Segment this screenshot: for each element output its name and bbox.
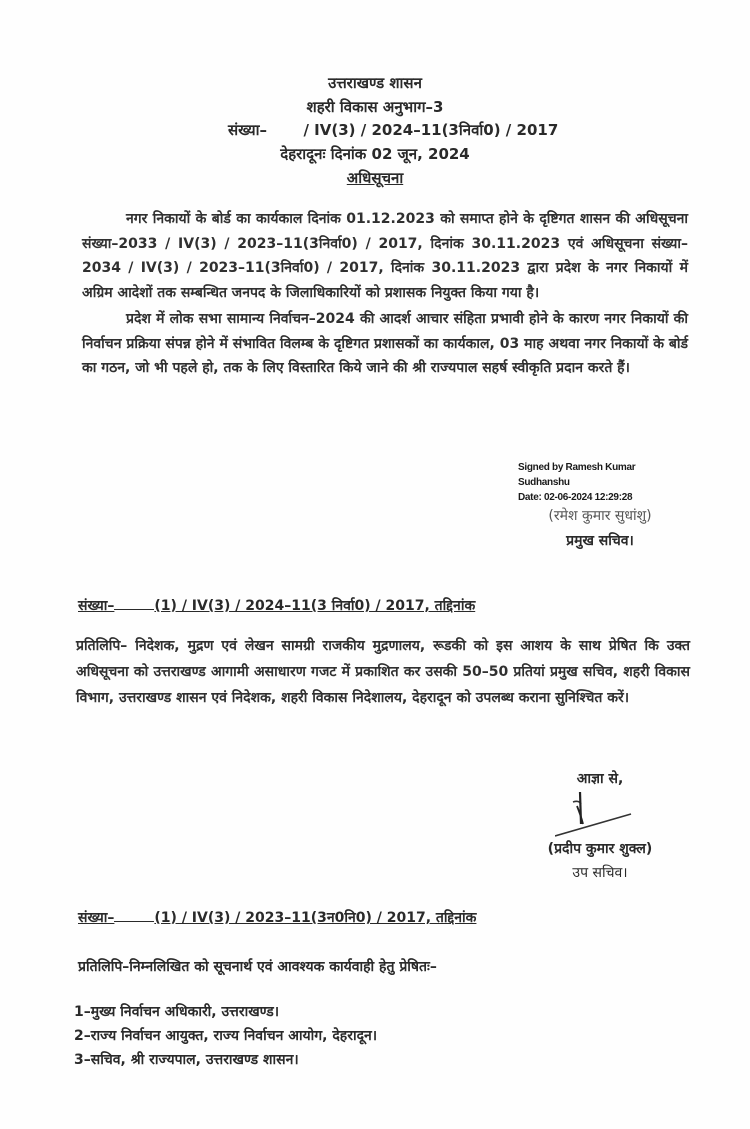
notification-body (82, 207, 688, 381)
copy1-reference (78, 596, 475, 615)
copy2-ref-label: संख्या– (78, 910, 115, 926)
signatory1-name: (रमेश कुमार सुधांशु) (548, 508, 652, 524)
signatory2-name: (प्रदीप कुमार शुक्ल) (547, 841, 653, 857)
signatory2-designation: उप सचिव। (572, 865, 628, 881)
document-title: अधिसूचना (346, 169, 404, 187)
copy1-ref-value: (1) / IV(3) / 2024–11(3 निर्वा0) / 2017, तद्दिनांक (154, 598, 476, 614)
government-name: उत्तराखण्ड शासन (328, 74, 422, 92)
recipient-item: 3–सचिव, श्री राज्यपाल, उत्तराखण्ड शासन। (74, 1052, 299, 1068)
handwritten-signature-icon (555, 790, 655, 840)
by-order: आज्ञा से, (576, 771, 624, 787)
copy2-reference (78, 908, 476, 927)
place-date: देहरादूनः दिनांक 02 जून, 2024 (280, 145, 470, 163)
digital-signature-stamp (518, 460, 635, 505)
copy2-ref-value: (1) / IV(3) / 2023–11(3न0नि0) / 2017, तद्दिनांक (154, 910, 477, 926)
copy2-intro: प्रतिलिपि–निम्नलिखित को सूचनार्थ एवं आवश्यक कार्यवाही हेतु प्रेषितः– (78, 959, 437, 975)
paragraph-2: प्रदेश में लोक सभा सामान्य निर्वाचन–2024 की आदर्श आचार संहिता प्रभावी होने के कारण नगर निकायों की निर्वाचन प्रक्रिया संपन्न होने में संभावित विलम्ब के दृष्टिगत प्रशासकों का कार्यकाल, 03 माह अथवा नगर निकायों के बोर्ड का गठन, जो भी पहले हो, तक के लिए विस्तारित किये जाने की श्री राज्यपाल सहर्ष स्वीकृति प्रदान करते हैं। (82, 311, 688, 376)
copy1-text: प्रतिलिपि– निदेशक, मुद्रण एवं लेखन सामग्री राजकीय मुद्रणालय, रूडकी को इस आशय के साथ प्रेषित कि उक्त अधिसूचना को उत्तराखण्ड आगामी असाधारण गजट में प्रकाशित कर उसकी 50–50 प्रतियां प्रमुख सचिव, शहरी विकास विभाग, उत्तराखण्ड शासन एवं निदेशक, शहरी विकास निदेशालय, देहरादून को उपलब्ध कराना सुनिश्चित करें। (76, 638, 690, 706)
recipient-item: 2–राज्य निर्वाचन आयुक्त, राज्य निर्वाचन आयोग, देहरादून। (74, 1028, 378, 1044)
signature-date: Date: 02-06-2024 12:29:28 (518, 492, 633, 503)
signed-by: Signed by Ramesh Kumar (518, 462, 636, 473)
reference-number (228, 119, 558, 141)
number-value: / IV(3) / 2024–11(3निर्वा0) / 2017 (303, 121, 559, 139)
recipient-item: 1–मुख्य निर्वाचन अधिकारी, उत्तराखण्ड। (74, 1004, 280, 1020)
signer-surname: Sudhanshu (518, 477, 570, 488)
copy1-ref-label: संख्या– (78, 598, 115, 614)
recipient-list (74, 1000, 377, 1072)
signatory1-designation: प्रमुख सचिव। (566, 533, 634, 549)
paragraph-1: नगर निकायों के बोर्ड का कार्यकाल दिनांक 01.12.2023 को समाप्त होने के दृष्टिगत शासन की अधिसूचना संख्या–2033 / IV(3) / 2023–11(3निर्वा0) / 2017, दिनांक 30.11.2023 एवं अधिसूचना संख्या–2034 / IV(3) / 2023–11(3निर्वा0) / 2017, दिनांक 30.11.2023 द्वारा प्रदेश के नगर निकायों में अग्रिम आदेशों तक सम्बन्धित जनपद के जिलाधिकारियों को प्रशासक नियुक्त किया गया है। (82, 211, 688, 301)
department-name: शहरी विकास अनुभाग–3 (306, 98, 444, 116)
number-label: संख्या– (228, 121, 268, 139)
